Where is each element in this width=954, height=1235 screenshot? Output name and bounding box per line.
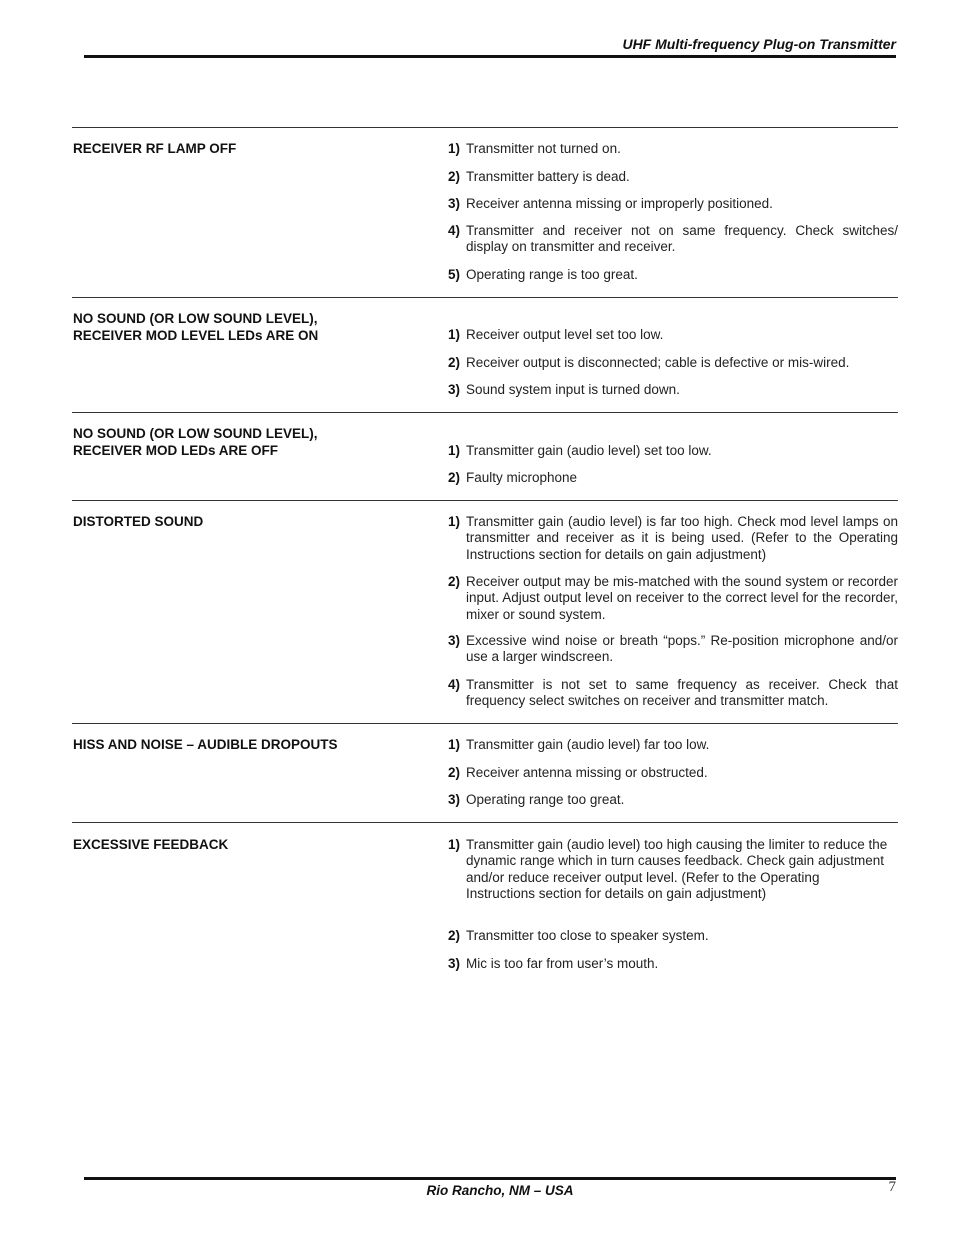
solution-item [448,196,898,212]
item-text: Operating range too great. [466,792,625,807]
section-divider [72,412,898,413]
item-text: Transmitter gain (audio level) is far too high. Check mod level lamps on transmitter and receiver as it is being used. (Refer to the Operating Instructions section for details on gain adjustment) [466,514,898,562]
problem-heading-line: NO SOUND (OR LOW SOUND LEVEL), [73,426,318,441]
item-text: Receiver output is disconnected; cable is defective or mis-wired. [466,355,850,370]
problem-heading-line: EXCESSIVE FEEDBACK [73,837,229,852]
solution-item [448,470,898,486]
item-text: Transmitter gain (audio level) too high causing the limiter to reduce the dynamic range which in turn causes feedback. Check gain adjustment and/or reduce receiver output level. (Refer to the Operating Instructions section for details on gain adjustment) [466,837,888,901]
item-number: 3) [448,956,461,971]
item-number: 2) [448,355,461,370]
item-text: Receiver antenna missing or obstructed. [466,765,708,780]
solution-item [448,737,898,753]
solution-item [448,574,898,623]
solution-item [448,837,898,902]
problem-heading-line: HISS AND NOISE – AUDIBLE DROPOUTS [73,737,338,752]
item-number: 2) [448,928,461,943]
solution-item [448,928,898,944]
problem-heading [73,141,403,158]
solution-item [448,956,898,972]
footer-location: Rio Rancho, NM – USA [426,1183,574,1198]
item-text: Mic is too far from user’s mouth. [466,956,659,971]
item-number: 1) [448,141,461,156]
problem-heading-line: DISTORTED SOUND [73,514,204,529]
section-divider [72,723,898,724]
problem-heading [73,837,403,854]
troubleshooting-section [72,723,898,822]
item-text: Receiver output may be mis-matched with the sound system or recorder input. Adjust output level on receiver to the correct level for the recorder, mixer or sound system. [466,574,898,622]
solution-item [448,382,898,398]
item-text: Transmitter and receiver not on same frequency. Check switches/ display on transmitter and receiver. [466,223,898,255]
troubleshooting-section [72,297,898,412]
item-text: Faulty microphone [466,470,578,485]
item-text: Receiver antenna missing or improperly positioned. [466,196,773,211]
problem-heading-line: RECEIVER MOD LEDs ARE OFF [73,442,279,458]
problem-heading [73,311,403,344]
section-divider [72,822,898,823]
item-number: 1) [448,443,461,458]
item-text: Transmitter is not set to same frequency as receiver. Check that frequency select switches on receiver and transmitter match. [466,677,898,709]
problem-heading-line: RECEIVER RF LAMP OFF [73,141,237,156]
item-text: Receiver output level set too low. [466,327,664,342]
item-text: Excessive wind noise or breath “pops.” Re-position microphone and/or use a larger windscreen. [466,633,898,665]
item-number: 3) [448,196,461,211]
item-text: Transmitter battery is dead. [466,169,630,184]
solution-item [448,141,898,157]
troubleshooting-section [72,412,898,500]
solution-item [448,765,898,781]
solution-item [448,514,898,563]
solution-item [448,633,898,666]
item-text: Transmitter gain (audio level) far too low. [466,737,710,752]
problem-heading [73,426,403,459]
item-number: 2) [448,169,461,184]
solution-item [448,327,898,343]
item-number: 1) [448,837,461,852]
problem-heading-line: RECEIVER MOD LEVEL LEDs ARE ON [73,327,319,343]
item-number: 3) [448,792,461,807]
solution-item [448,792,898,808]
item-number: 5) [448,267,461,282]
problem-heading-line: NO SOUND (OR LOW SOUND LEVEL), [73,311,318,326]
solution-item [448,169,898,185]
item-number: 2) [448,765,461,780]
item-text: Transmitter gain (audio level) set too low. [466,443,712,458]
solution-item [448,677,898,710]
item-number: 1) [448,514,461,529]
section-divider [72,297,898,298]
troubleshooting-section [72,822,898,982]
item-text: Operating range is too great. [466,267,638,282]
item-text: Transmitter not turned on. [466,141,621,156]
header-title: UHF Multi-frequency Plug-on Transmitter [622,36,896,52]
item-number: 1) [448,327,461,342]
item-number: 3) [448,633,461,648]
item-number: 3) [448,382,461,397]
item-number: 1) [448,737,461,752]
footer-rule [84,1177,896,1180]
header-rule [84,55,896,58]
solution-item [448,443,898,459]
page-number: 7 [888,1179,896,1195]
section-divider [72,500,898,501]
item-text: Transmitter too close to speaker system. [466,928,709,943]
solution-item [448,355,898,371]
problem-heading [73,514,403,531]
item-number: 2) [448,470,461,485]
solution-item [448,223,898,256]
item-number: 4) [448,223,461,238]
item-number: 4) [448,677,461,692]
item-number: 2) [448,574,461,589]
item-text: Sound system input is turned down. [466,382,680,397]
section-divider [72,127,898,128]
troubleshooting-section [72,500,898,723]
problem-heading [73,737,403,754]
troubleshooting-section [72,127,898,297]
solution-item [448,267,898,283]
